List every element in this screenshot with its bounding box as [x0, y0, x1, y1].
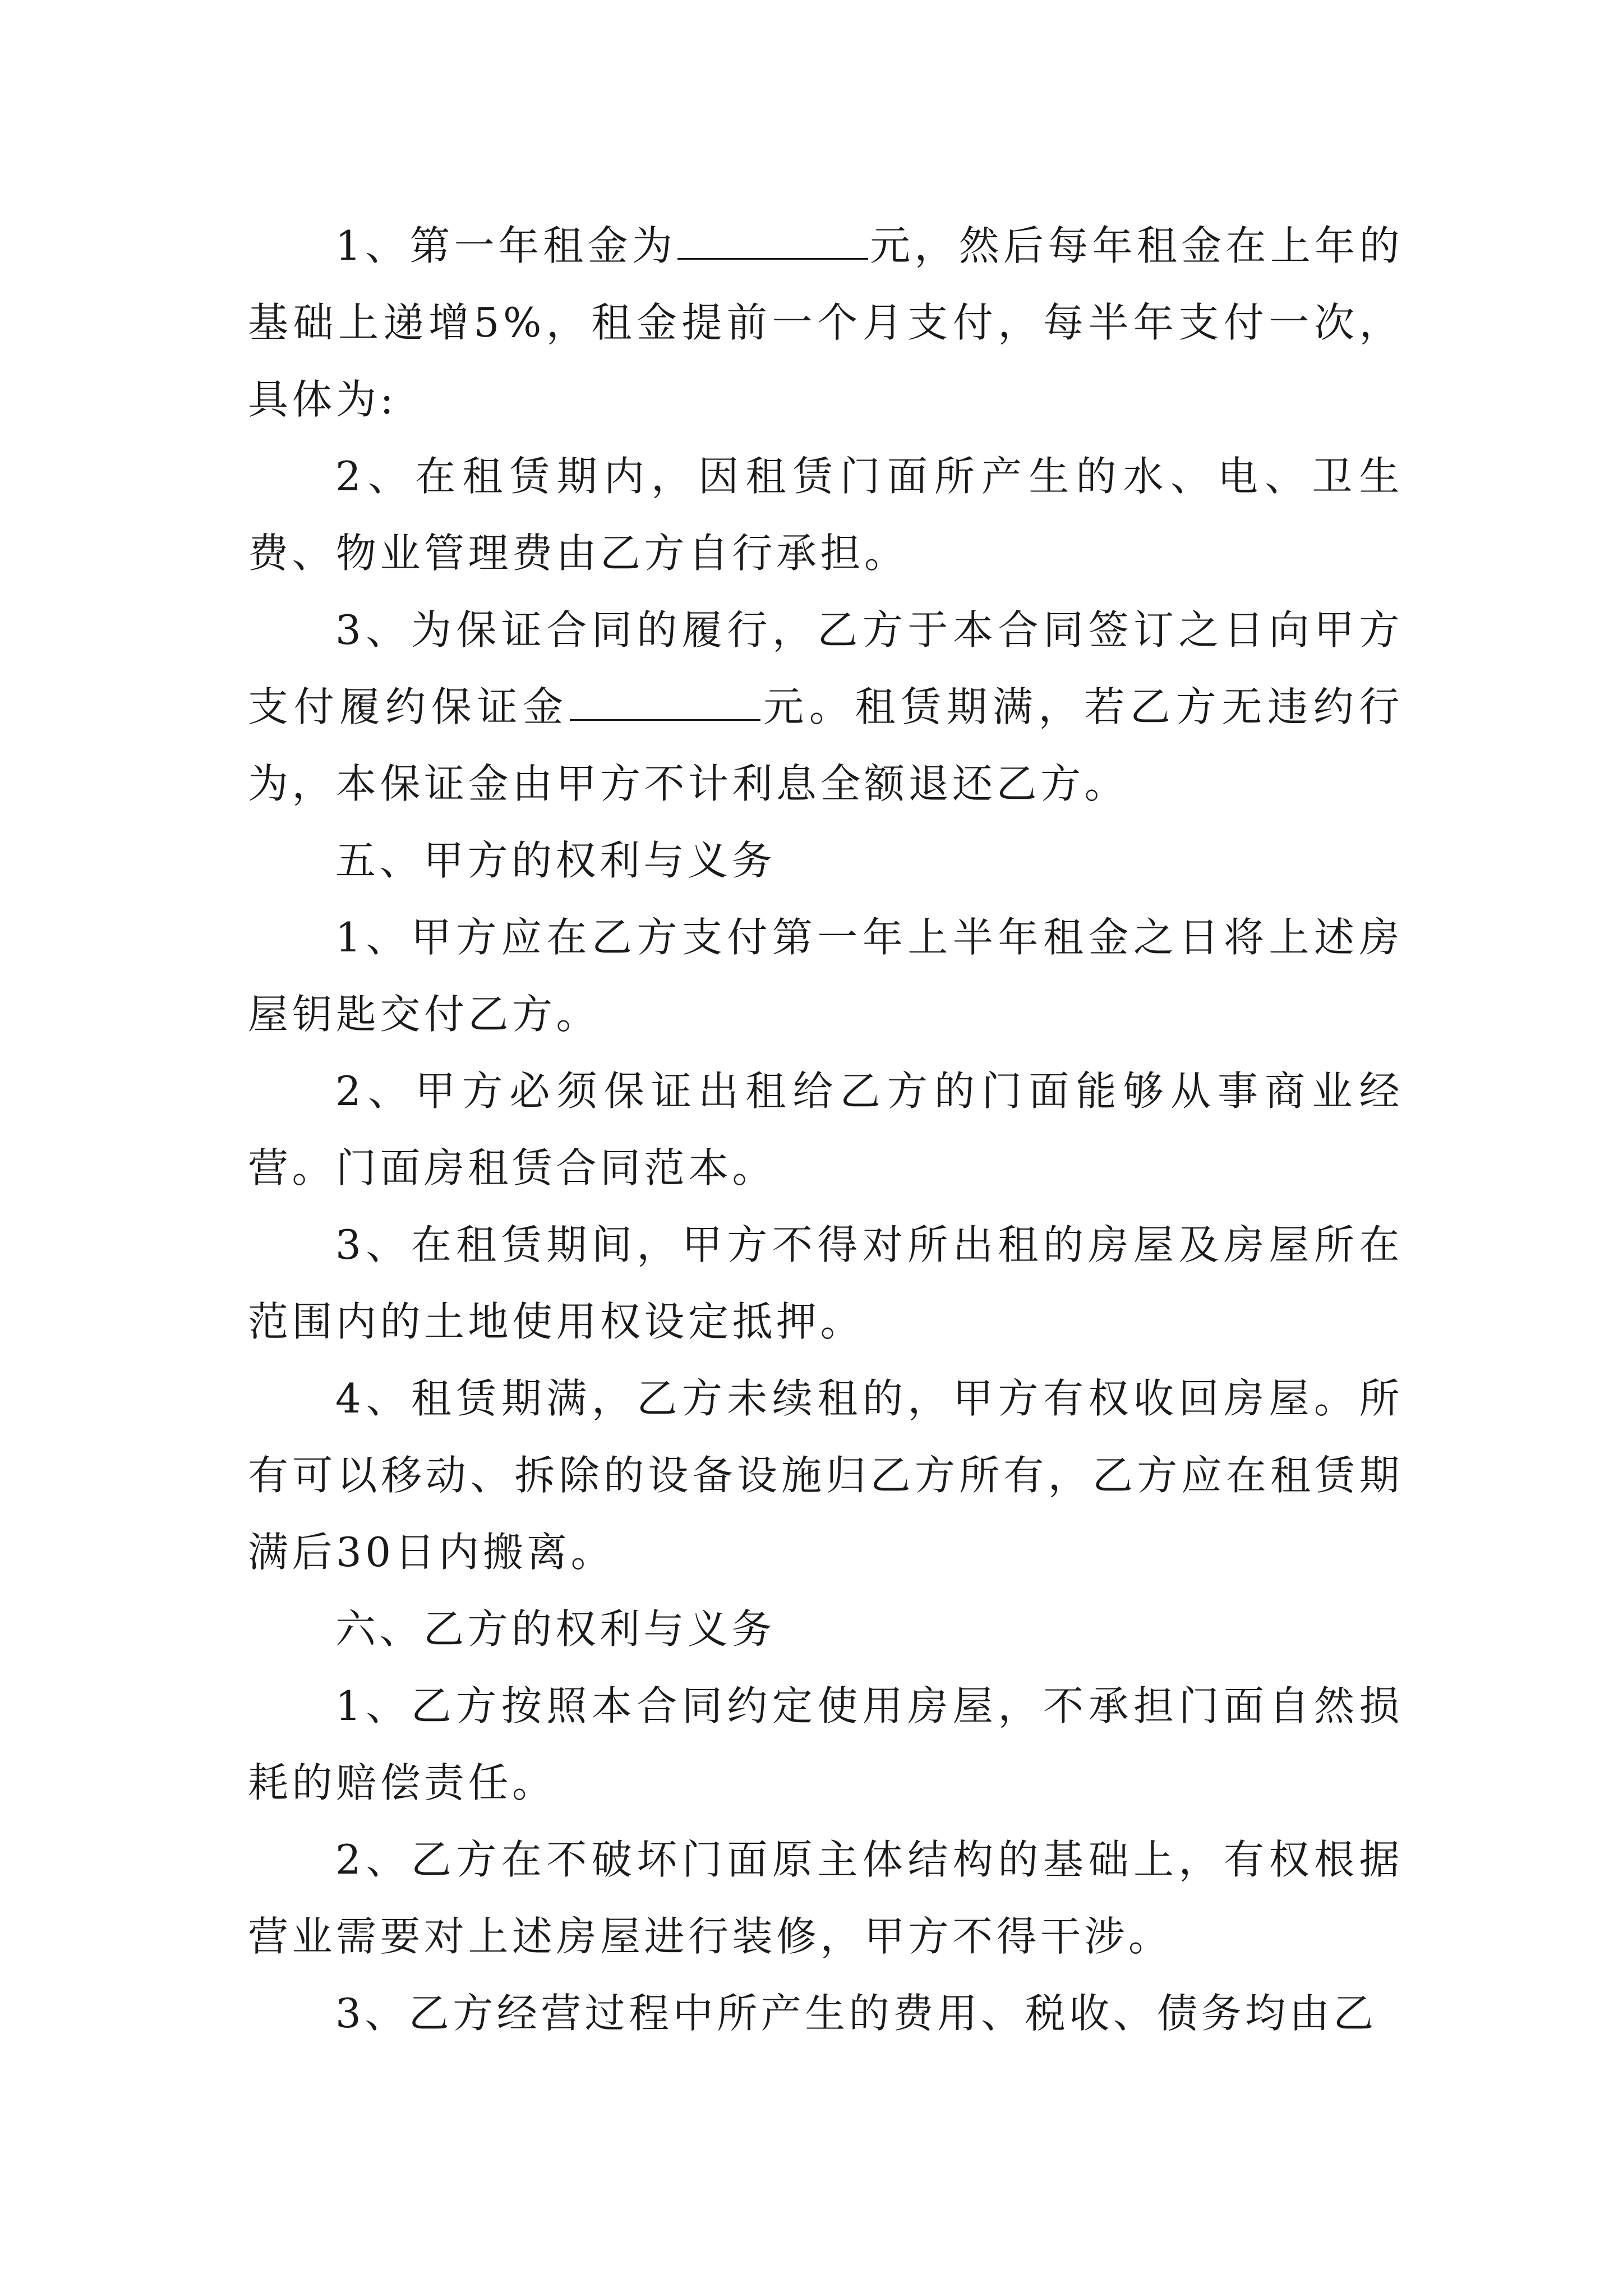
- clause-text-after-blank: 元。租赁期满，若乙方无违约行为，本保证金由甲方不计利息全额退还乙方。: [248, 683, 1403, 807]
- clause-deposit: [248, 592, 1403, 822]
- clause-rent-first-year: [248, 208, 1403, 438]
- rent-amount-blank: [677, 227, 868, 260]
- clause-party-b-2: 2、乙方在不破坏门面原主体结构的基础上，有权根据营业需要对上述房屋进行装修，甲方不得干涉。: [248, 1836, 1403, 1960]
- clause-party-a-1: 1、甲方应在乙方支付第一年上半年租金之日将上述房屋钥匙交付乙方。: [248, 914, 1403, 1038]
- section-heading-party-a: 五、甲方的权利与义务: [335, 837, 776, 884]
- clause-party-b-3: 3、乙方经营过程中所产生的费用、税收、债务均由乙: [335, 1990, 1377, 2037]
- clause-text-before-blank: 3、为保证合同的履行，乙方于本合同签订之日向甲方支付履约保证金: [248, 606, 1403, 730]
- document-body: [248, 208, 1403, 2052]
- clause-utilities: 2、在租赁期内，因租赁门面所产生的水、电、卫生费、物业管理费由乙方自行承担。: [248, 453, 1403, 577]
- clause-party-a-4: 4、租赁期满，乙方未续租的，甲方有权收回房屋。所有可以移动、拆除的设备设施归乙方所有，乙方应在租赁期满后30日内搬离。: [248, 1375, 1403, 1576]
- section-heading-party-b: 六、乙方的权利与义务: [335, 1605, 776, 1653]
- clause-text-after-blank: 元，然后每年租金在上年的基础上递增5%，租金提前一个月支付，每半年支付一次，具体为:: [248, 222, 1403, 423]
- deposit-amount-blank: [570, 688, 760, 721]
- clause-text-before-blank: 1、第一年租金为: [335, 222, 677, 269]
- clause-party-b-1: 1、乙方按照本合同约定使用房屋，不承担门面自然损耗的赔偿责任。: [248, 1682, 1403, 1806]
- clause-party-a-2: 2、甲方必须保证出租给乙方的门面能够从事商业经营。门面房租赁合同范本。: [248, 1068, 1403, 1191]
- clause-party-a-3: 3、在租赁期间，甲方不得对所出租的房屋及房屋所在范围内的土地使用权设定抵押。: [248, 1221, 1403, 1345]
